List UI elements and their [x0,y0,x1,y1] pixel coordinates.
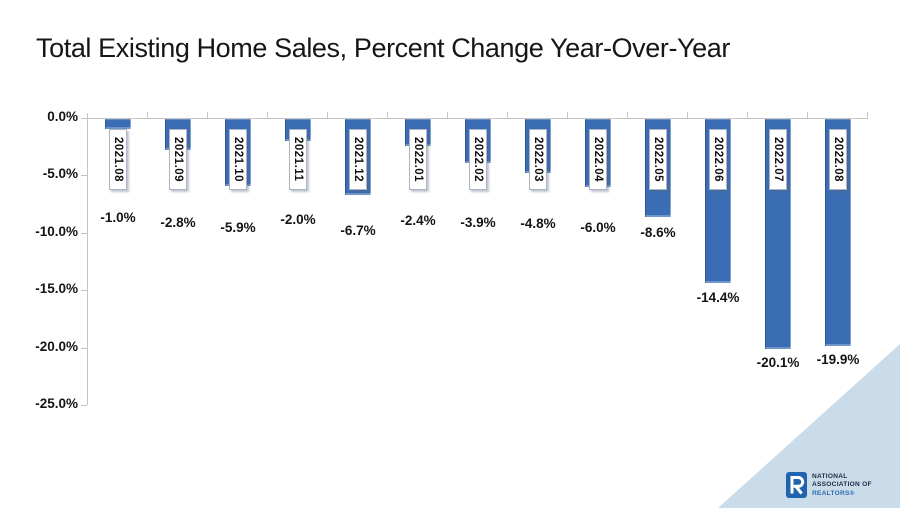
bar [105,119,131,129]
category-label-box [409,129,427,190]
brand-line-national: NATIONAL [812,473,848,480]
value-label: -20.1% [756,355,800,370]
category-label: 2022.07 [772,136,784,183]
category-label: 2022.03 [532,136,544,183]
y-axis-tick [81,348,87,349]
x-axis-tick [447,112,448,118]
x-axis-tick [627,112,628,118]
x-axis-tick [147,112,148,118]
category-label-box [289,129,307,190]
y-axis-label: -15.0% [35,281,78,296]
x-axis-tick [267,112,268,118]
value-label: -3.9% [460,215,496,230]
category-label: 2022.08 [832,136,844,183]
category-label: 2022.02 [472,136,484,183]
nar-logo-icon [786,472,807,498]
y-axis-line [87,113,88,405]
value-label: -6.0% [580,220,616,235]
category-label-box [529,129,547,190]
y-axis-tick [81,290,87,291]
value-label: -1.0% [100,210,136,225]
category-label-box [229,129,247,190]
category-label-box [769,129,787,190]
x-axis-tick [747,112,748,118]
y-axis-tick [81,175,87,176]
x-axis-tick [387,112,388,118]
x-axis-tick [207,112,208,118]
value-label: -8.6% [640,225,676,240]
x-axis-tick [507,112,508,118]
x-axis-tick [867,112,868,118]
y-axis-label: -20.0% [35,339,78,354]
brand-line-association: ASSOCIATION OF [812,481,872,489]
category-label-box [349,129,367,190]
category-label-box [169,129,187,190]
y-axis-label: -25.0% [35,396,78,411]
y-axis-label: -10.0% [35,224,78,239]
category-label: 2022.06 [712,136,724,183]
y-axis-label: -5.0% [42,166,78,181]
category-label: 2021.08 [112,136,124,183]
value-label: -5.9% [220,220,256,235]
category-label: 2022.04 [592,136,604,183]
x-axis-tick [327,112,328,118]
x-axis-tick [687,112,688,118]
category-label: 2021.11 [292,137,304,182]
value-label: -2.8% [160,215,196,230]
category-label-box [109,129,127,190]
value-label: -4.8% [520,216,556,231]
value-label: -2.0% [280,212,316,227]
nar-logo-text [812,472,872,498]
y-axis-label: 0.0% [47,109,78,124]
category-label-box [709,129,727,190]
y-axis-tick [81,233,87,234]
category-label: 2021.12 [352,136,364,183]
chart-title: Total Existing Home Sales, Percent Change Year-Over-Year [36,33,730,63]
category-label: 2022.05 [652,136,664,183]
value-label: -19.9% [816,352,860,367]
category-label-box [829,129,847,190]
value-label: -14.4% [696,290,740,305]
category-label: 2021.09 [172,136,184,183]
category-label-box [649,129,667,190]
value-label: -2.4% [400,213,436,228]
x-axis-tick [567,112,568,118]
category-label: 2021.10 [232,136,244,183]
category-label-box [469,129,487,190]
y-axis-tick [81,405,87,406]
brand-line-realtors: REALTORS® [812,489,855,497]
nar-logo [786,472,872,498]
value-label: -6.7% [340,223,376,238]
y-axis-tick [81,118,87,119]
x-axis-tick [807,112,808,118]
category-label: 2022.01 [412,136,424,183]
category-label-box [589,129,607,190]
